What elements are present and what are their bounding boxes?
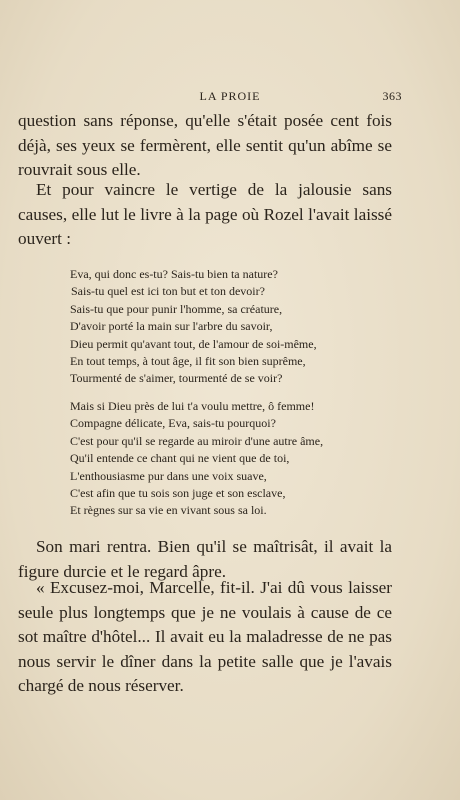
poem-line: C'est pour qu'il se regarde au miroir d'une autre âme, xyxy=(70,433,324,448)
poem-line: Compagne délicate, Eva, sais-tu pourquoi? xyxy=(70,416,276,431)
paragraph-continuation xyxy=(18,109,392,183)
paragraph-dialogue xyxy=(18,576,392,699)
poem-line: Tourmenté de s'aimer, tourmenté de se voir? xyxy=(70,371,283,386)
running-title: LA PROIE xyxy=(199,89,261,103)
poem-line: D'avoir porté la main sur l'arbre du savoir, xyxy=(70,319,273,334)
poem-line: Eva, qui donc es-tu? Sais-tu bien ta nature? xyxy=(70,267,278,281)
poem-line: Sais-tu que pour punir l'homme, sa créature, xyxy=(70,301,283,316)
poem-line: C'est afin que tu sois son juge et son esclave, xyxy=(70,485,286,500)
running-header xyxy=(0,89,460,105)
poem-line: Sais-tu quel est ici ton but et ton devoir? xyxy=(71,284,265,299)
poem-line: En tout temps, à tout âge, il fit son bien suprême, xyxy=(70,353,306,368)
paragraph-text: Son mari rentra. Bien qu'il se maîtrisât, il avait la figure durcie et le regard âpre. xyxy=(18,537,392,581)
poem-line: Mais si Dieu près de lui t'a voulu mettre, ô femme! xyxy=(70,399,315,413)
poem-line: Dieu permit qu'avant tout, de l'amour de soi-même, xyxy=(70,336,317,351)
poem-line: L'enthousiasme pur dans une voix suave, xyxy=(70,468,267,483)
paragraph-intro-poem xyxy=(18,178,392,252)
poem-stanza-2 xyxy=(70,398,400,520)
page-number: 363 xyxy=(382,89,402,103)
poem-line: Qu'il entende ce chant qui ne vient que de toi, xyxy=(70,451,290,466)
poem-stanza-1 xyxy=(70,266,400,388)
poem-line: Et règnes sur sa vie en vivant sous sa loi. xyxy=(70,503,267,518)
paragraph-text: « Excusez-moi, Marcelle, fit-il. J'ai dû vous laisser seule plus longtemps que je ne voulais à cause de ce sot maître d'hôtel... Il avait eu la maladresse de ne pas nous servir le dîner dans la petite salle que je l'avais chargé de nous réserver. xyxy=(18,578,392,695)
paragraph-text: question sans réponse, qu'elle s'était posée cent fois déjà, ses yeux se fermèrent, elle sentit qu'un abîme se rouvrait sous elle. xyxy=(18,111,392,179)
paragraph-text: Et pour vaincre le vertige de la jalousie sans causes, elle lut le livre à la page où Rozel l'avait laissé ouvert : xyxy=(18,180,392,248)
